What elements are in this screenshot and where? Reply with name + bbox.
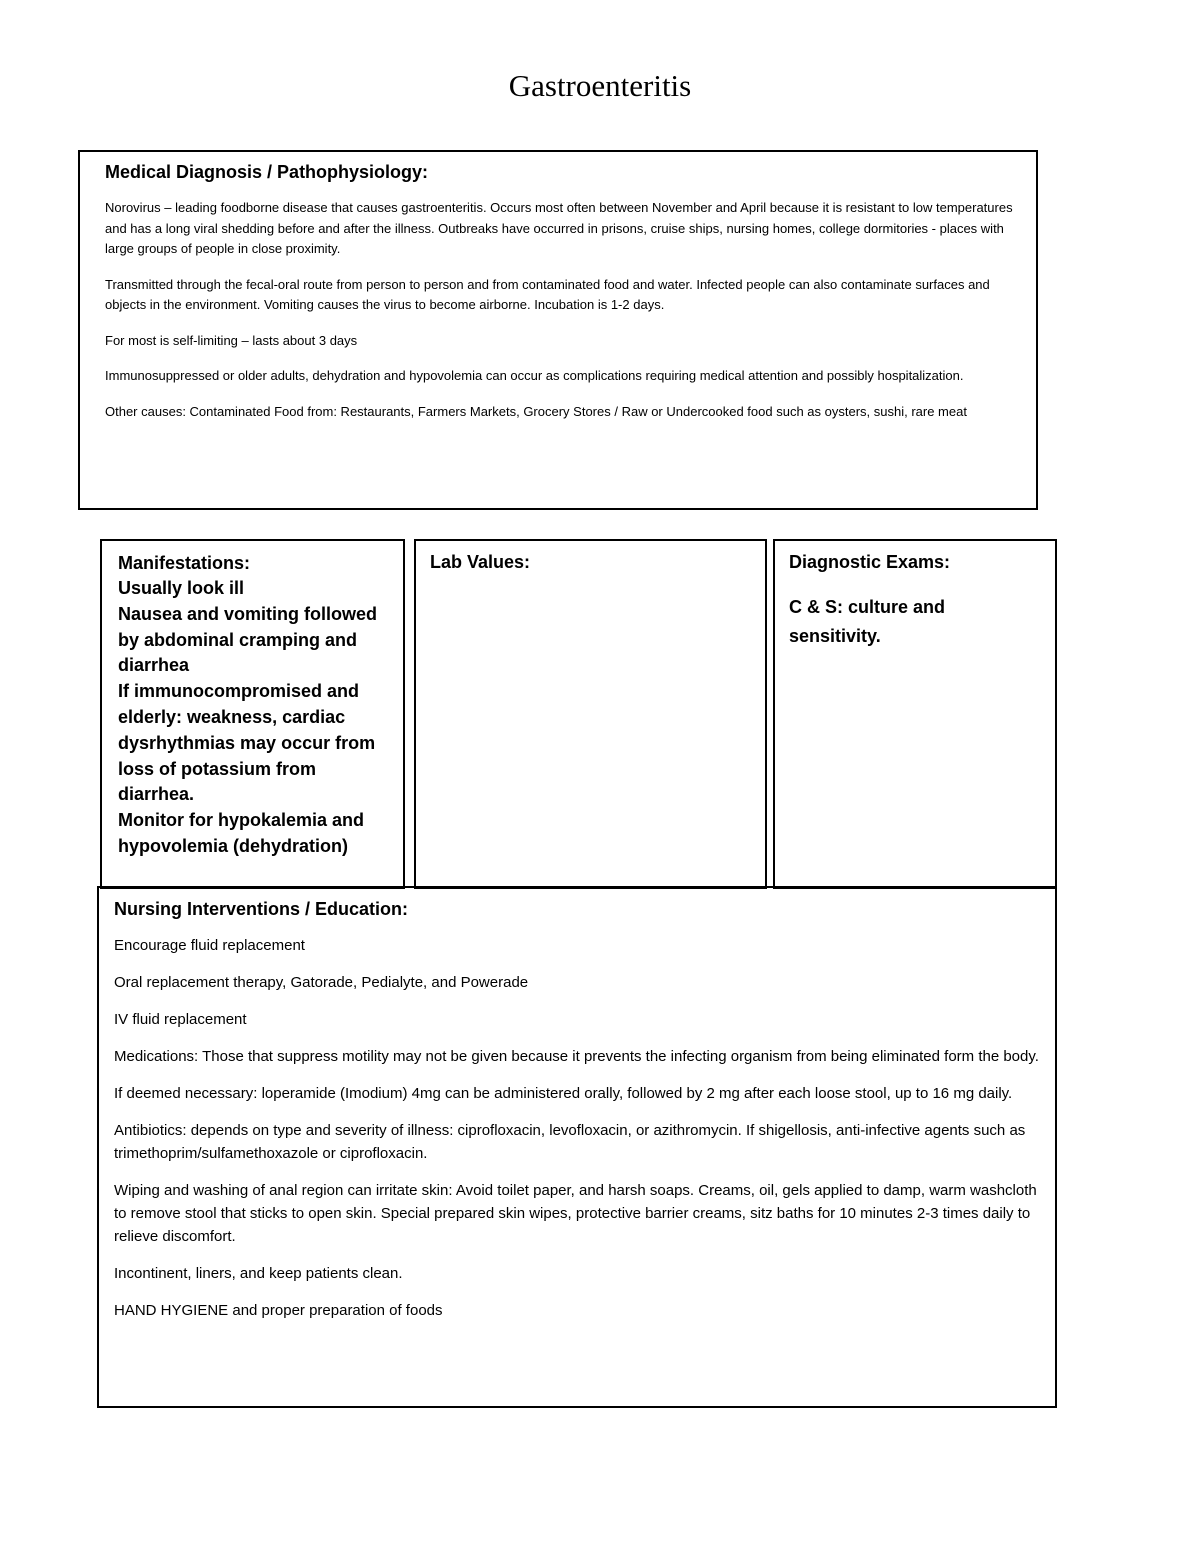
nursing-item: IV fluid replacement (114, 1011, 247, 1028)
page-title: Gastroenteritis (508, 68, 692, 103)
diagnosis-paragraph: For most is self-limiting – lasts about 3 days (105, 332, 358, 348)
nursing-item: Antibiotics: depends on type and severity of illness: ciprofloxacin, levofloxacin, or azithromycin. If shigellosis, anti-infective agents such as trimethoprim/sulfamethoxazole or ciprofloxacin. (114, 1122, 1026, 1162)
manifestation-item: If immunocompromised and elderly: weakness, cardiac dysrhythmias may occur from loss of potassium from diarrhea. (118, 681, 376, 805)
manifestations-section (100, 539, 405, 889)
nursing-item: Incontinent, liners, and keep patients clean. (114, 1265, 403, 1282)
diagnosis-paragraph: Other causes: Contaminated Food from: Restaurants, Farmers Markets, Grocery Stores / Raw or Undercooked food such as oysters, sushi, rare meat (105, 403, 967, 419)
nursing-item: HAND HYGIENE and proper preparation of foods (114, 1302, 443, 1319)
nursing-item: Medications: Those that suppress motility may not be given because it prevents the infecting organism from being eliminated form the body. (114, 1048, 1039, 1065)
diagnosis-paragraph: Immunosuppressed or older adults, dehydration and hypovolemia can occur as complications requiring medical attention and possibly hospitalization. (105, 368, 964, 383)
nursing-heading: Nursing Interventions / Education: (114, 899, 409, 919)
diagnosis-paragraph: Norovirus – leading foodborne disease that causes gastroenteritis. Occurs most often between November and April because it is resistant to low temperatures and has a long viral shedding before and after the illness. Outbreaks have occurred in prisons, cruise ships, nursing homes, college dormitories - places with large groups of people in close proximity. (105, 200, 1013, 256)
diagnostic-exams-text: C & S: culture and sensitivity. (789, 597, 946, 646)
diagnosis-heading: Medical Diagnosis / Pathophysiology: (105, 162, 429, 182)
nursing-section (97, 886, 1057, 1408)
lab-values-heading: Lab Values: (430, 552, 531, 572)
diagnosis-section (78, 150, 1038, 510)
diagnostic-exams-section (773, 539, 1057, 889)
manifestation-item: Monitor for hypokalemia and hypovolemia (dehydration) (118, 810, 365, 856)
nursing-item: Encourage fluid replacement (114, 937, 305, 954)
diagnosis-paragraph: Transmitted through the fecal-oral route from person to person and from contaminated food and water. Infected people can also contaminate surfaces and objects in the environment. Vomiting causes the virus to become airborne. Incubation is 1-2 days. (105, 276, 990, 312)
nursing-item: If deemed necessary: loperamide (Imodium) 4mg can be administered orally, followed by 2 mg after each loose stool, up to 16 mg daily. (114, 1085, 1013, 1102)
manifestation-item: Usually look ill (118, 578, 245, 598)
lab-values-section (414, 539, 767, 889)
manifestations-heading: Manifestations: (118, 553, 251, 573)
nursing-item: Oral replacement therapy, Gatorade, Pedialyte, and Powerade (114, 974, 529, 991)
nursing-item: Wiping and washing of anal region can irritate skin: Avoid toilet paper, and harsh soaps. Creams, oil, gels applied to damp, warm washcloth to remove stool that sticks to open skin. Special prepared skin wipes, protective barrier creams, sitz baths for 10 minutes 2-3 times daily to relieve discomfort. (114, 1182, 1037, 1245)
manifestation-item: Nausea and vomiting followed by abdominal cramping and diarrhea (118, 603, 378, 676)
diagnostic-exams-heading: Diagnostic Exams: (789, 552, 951, 572)
